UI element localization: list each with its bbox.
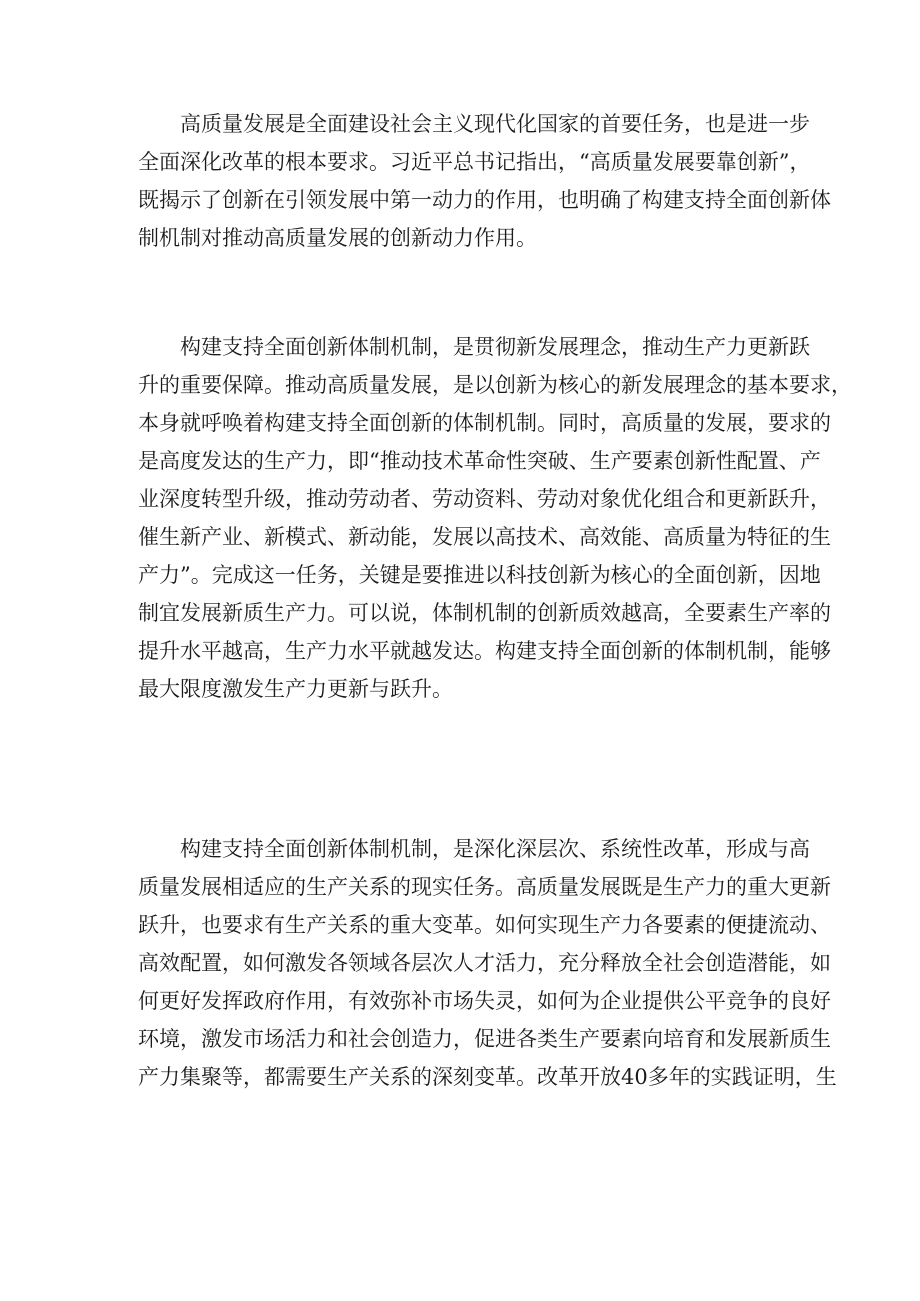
paragraph-2-line-7: 产力”。完成这一任务，关键是要推进以科技创新为核心的全面创新，因地 (138, 563, 821, 587)
paragraph-2-line-4: 是高度发达的生产力，即“推动技术革命性突破、生产要素创新性配置、产 (138, 449, 821, 473)
paragraph-3 (138, 830, 837, 1096)
paragraph-2-line-5: 业深度转型升级，推动劳动者、劳动资料、劳动对象优化组合和更新跃升， (138, 487, 831, 511)
paragraph-1 (138, 105, 831, 257)
paragraph-2-line-8: 制宜发展新质生产力。可以说，体制机制的创新质效越高，全要素生产率的 (138, 601, 831, 625)
paragraph-1-line-3: 既揭示了创新在引领发展中第一动力的作用，也明确了构建支持全面创新体 (138, 188, 831, 212)
paragraph-3-line-6: 环境，激发市场活力和社会创造力，促进各类生产要素向培育和发展新质生 (138, 1027, 831, 1051)
paragraph-3-line-2: 质量发展相适应的生产关系的现实任务。高质量发展既是生产力的重大更新 (138, 875, 831, 899)
paragraph-3-line-3: 跃升，也要求有生产关系的重大变革。如何实现生产力各要素的便捷流动、 (138, 913, 831, 937)
paragraph-2-line-9: 提升水平越高，生产力水平就越发达。构建支持全面创新的体制机制，能够 (138, 639, 831, 663)
paragraph-1-line-1: 高质量发展是全面建设社会主义现代化国家的首要任务，也是进一步 (180, 112, 810, 136)
paragraph-2-line-6: 催生新产业、新模式、新动能，发展以高技术、高效能、高质量为特征的生 (138, 525, 831, 549)
paragraph-3-line-5: 何更好发挥政府作用，有效弥补市场失灵，如何为企业提供公平竞争的良好 (138, 989, 831, 1013)
paragraph-1-line-2: 全面深化改革的根本要求。习近平总书记指出，“高质量发展要靠创新”， (138, 150, 811, 174)
paragraph-3-line-7: 产力集聚等，都需要生产关系的深刻变革。改革开放40多年的实践证明，生 (138, 1065, 837, 1089)
paragraph-1-line-4: 制机制对推动高质量发展的创新动力作用。 (138, 226, 537, 250)
paragraph-2-line-10: 最大限度激发生产力更新与跃升。 (138, 677, 453, 701)
paragraph-2-line-1: 构建支持全面创新体制机制，是贯彻新发展理念，推动生产力更新跃 (180, 335, 810, 359)
paragraph-3-line-1: 构建支持全面创新体制机制，是深化深层次、系统性改革，形成与高 (180, 837, 810, 861)
paragraph-2-line-2: 升的重要保障。推动高质量发展，是以创新为核心的新发展理念的基本要求， (138, 373, 852, 397)
paragraph-2-line-3: 本身就呼唤着构建支持全面创新的体制机制。同时，高质量的发展，要求的 (138, 411, 831, 435)
paragraph-2 (138, 328, 852, 708)
paragraph-3-line-4: 高效配置，如何激发各领域各层次人才活力，充分释放全社会创造潜能，如 (138, 951, 831, 975)
